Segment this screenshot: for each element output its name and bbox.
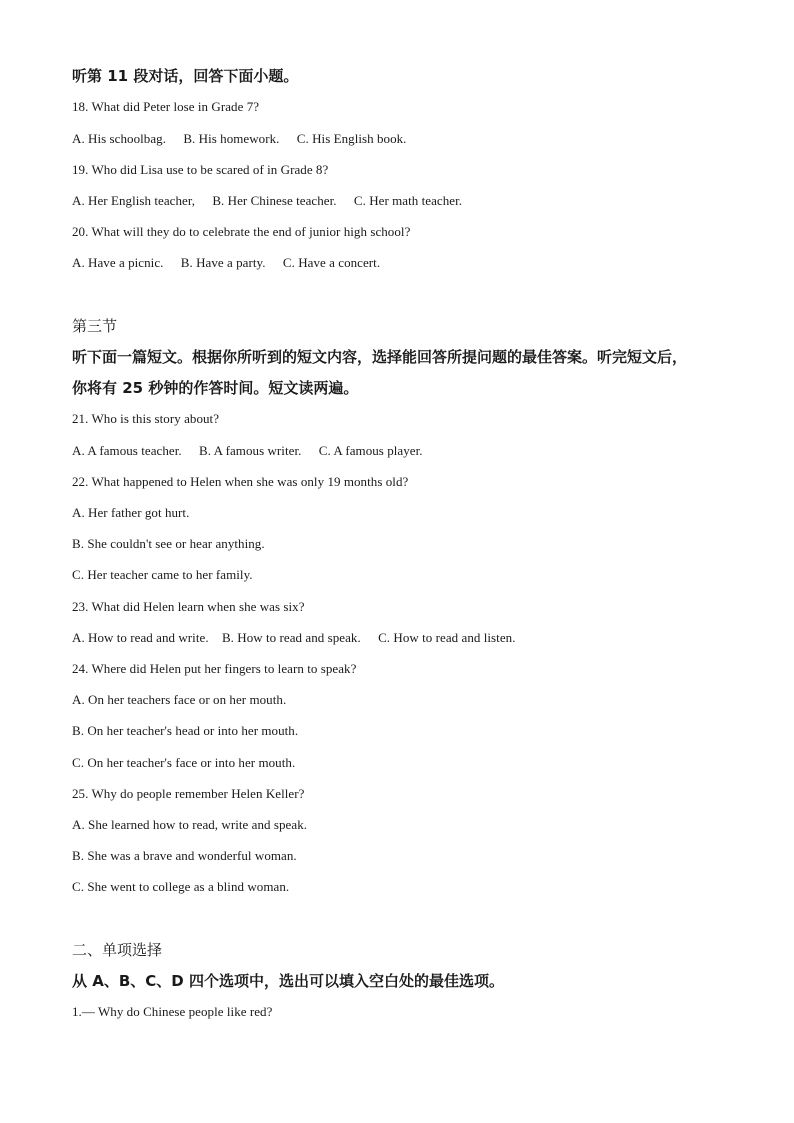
question-19-options (72, 193, 462, 209)
option-c: C. How to read and listen. (378, 630, 516, 645)
option-c: C. Have a concert. (282, 255, 381, 270)
option-b: B. His homework. (183, 131, 280, 146)
question-25-option-b: B. She was a brave and wonderful woman. (72, 848, 297, 863)
question-20: 20. What will they do to celebrate the end of junior high school? (72, 224, 411, 239)
option-a: A. His schoolbag. (72, 131, 167, 146)
part-instruction: 从 A、B、C、D 四个选项中，选出可以填入空白处的最佳选项。 (72, 972, 504, 990)
question-18-options (72, 131, 407, 147)
question-22-option-c: C. Her teacher came to her family. (72, 567, 253, 582)
option-c: C. His English book. (296, 131, 407, 146)
question-24-option-a: A. On her teachers face or on her mouth. (72, 692, 287, 707)
question-24-option-c: C. On her teacher's face or into her mouth. (72, 755, 296, 770)
option-a: A. A famous teacher. (72, 443, 182, 458)
option-b: B. How to read and speak. (221, 630, 361, 645)
question-23-options (72, 630, 516, 646)
question-20-options (72, 255, 380, 271)
question-19: 19. Who did Lisa use to be scared of in Grade 8? (72, 162, 329, 177)
section-title: 第三节 (72, 317, 118, 335)
option-a: A. Have a picnic. (72, 255, 164, 270)
question-22: 22. What happened to Helen when she was only 19 months old? (72, 474, 409, 489)
question-21: 21. Who is this story about? (72, 411, 220, 426)
option-b: B. A famous writer. (198, 443, 302, 458)
option-a: A. Her English teacher, (72, 193, 195, 208)
question-18: 18. What did Peter lose in Grade 7? (72, 99, 260, 114)
question-24-option-b: B. On her teacher's head or into her mouth. (72, 723, 299, 738)
option-c: C. A famous player. (318, 443, 423, 458)
question-25-option-c: C. She went to college as a blind woman. (72, 879, 290, 894)
option-b: B. Her Chinese teacher. (212, 193, 337, 208)
section-instruction-line2: 你将有 25 秒钟的作答时间。短文读两遍。 (72, 379, 359, 397)
question-21-options (72, 443, 423, 459)
question-22-option-b: B. She couldn't see or hear anything. (72, 536, 265, 551)
option-c: C. Her math teacher. (353, 193, 463, 208)
question-25: 25. Why do people remember Helen Keller? (72, 786, 305, 801)
section-instruction: 听第 11 段对话，回答下面小题。 (72, 67, 299, 85)
question-23: 23. What did Helen learn when she was six? (72, 599, 305, 614)
question-24: 24. Where did Helen put her fingers to learn to speak? (72, 661, 357, 676)
section-instruction-line1: 听下面一篇短文。根据你所听到的短文内容，选择能回答所提问题的最佳答案。听完短文后， (72, 348, 688, 366)
part-title: 二、单项选择 (72, 941, 163, 959)
option-a: A. How to read and write. (72, 630, 209, 645)
question-1: 1.— Why do Chinese people like red? (72, 1004, 273, 1019)
question-22-option-a: A. Her father got hurt. (72, 505, 190, 520)
option-b: B. Have a party. (180, 255, 266, 270)
question-25-option-a: A. She learned how to read, write and speak. (72, 817, 308, 832)
